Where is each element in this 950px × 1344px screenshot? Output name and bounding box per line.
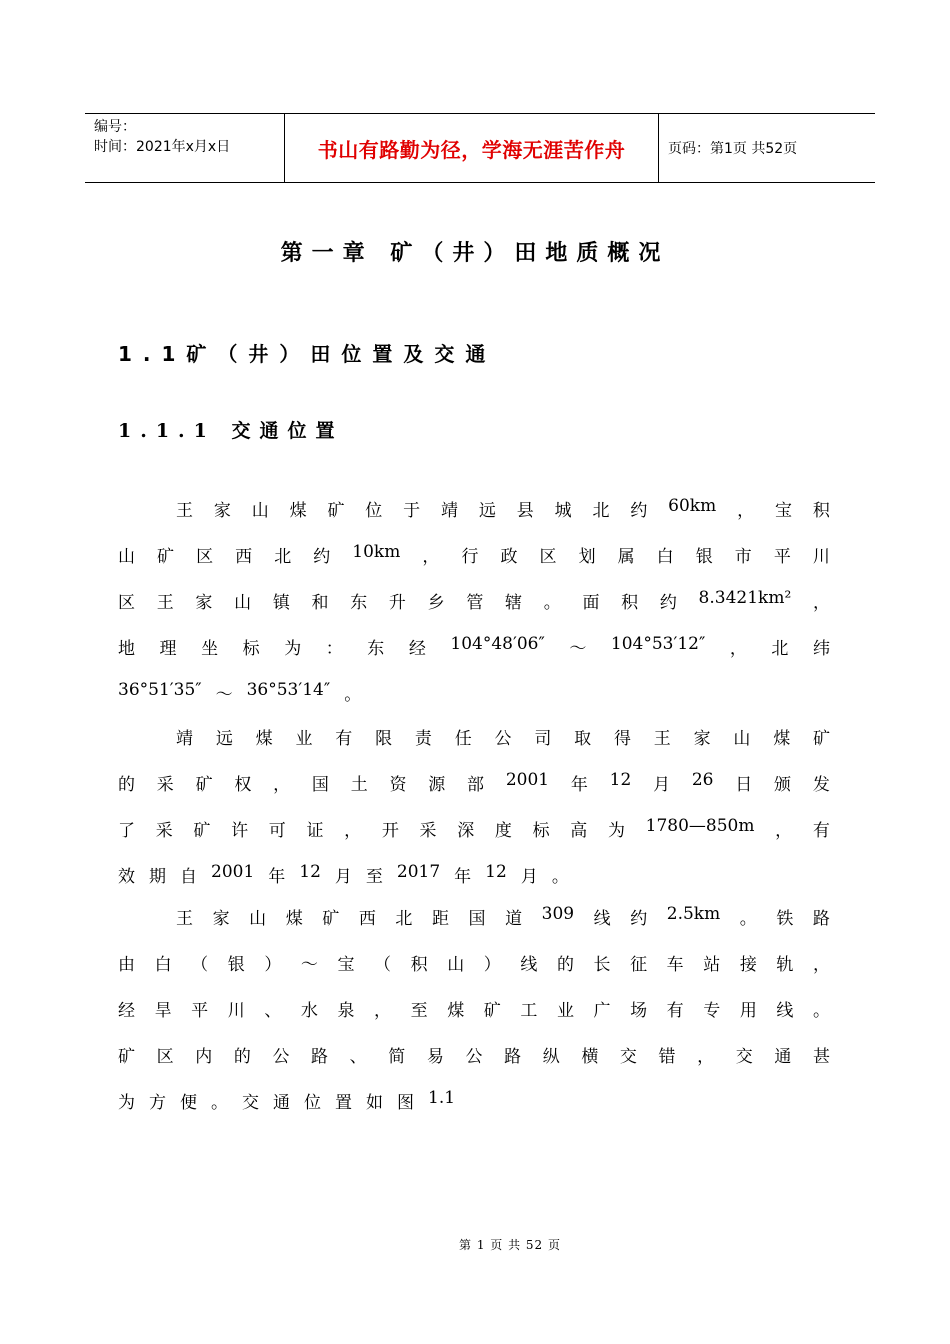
text-token: 许 <box>231 821 249 841</box>
text-token: 权 <box>234 775 252 795</box>
motto-text: 书山有路勤为径，学海无涯苦作舟 <box>317 137 626 162</box>
text-token: 内 <box>195 1047 213 1067</box>
header-motto-cell <box>285 114 659 182</box>
text-token: 辖 <box>505 593 523 613</box>
text-token: 的 <box>118 775 135 795</box>
text-token: 年 <box>570 775 588 795</box>
text-token: ） <box>483 955 501 975</box>
text-token: 月 <box>334 867 352 887</box>
text-token: 责 <box>414 729 432 749</box>
text-token: 取 <box>574 729 592 749</box>
text-token: 为 <box>118 1093 135 1113</box>
text-token: 10km <box>352 542 401 562</box>
text-token: 王 <box>653 729 671 749</box>
text-token: 矿 <box>327 501 345 521</box>
text-token: 和 <box>311 593 329 613</box>
text-token: 车 <box>666 955 684 975</box>
text-token: 位 <box>304 1093 321 1113</box>
text-token: 2001 <box>211 862 255 882</box>
text-token: 公 <box>494 729 512 749</box>
text-token: 自 <box>180 867 197 887</box>
subsection-heading: 1.1.1 交通位置 <box>118 420 344 442</box>
text-token: 平 <box>773 547 791 567</box>
text-token: 错 <box>658 1047 676 1067</box>
text-token: 1.1 <box>428 1088 456 1108</box>
text-token: 标 <box>242 639 260 659</box>
text-token: 区 <box>118 593 135 613</box>
text-token: ， <box>775 821 793 841</box>
text-token: 横 <box>581 1047 599 1067</box>
text-token: 坐 <box>201 639 219 659</box>
text-token: 山 <box>251 501 269 521</box>
text-token: 政 <box>500 547 518 567</box>
text-token: 。 <box>211 1093 228 1113</box>
text-token: 309 <box>541 904 575 924</box>
text-token: 积 <box>410 955 428 975</box>
text-token: ， <box>374 1001 392 1021</box>
text-token: 工 <box>520 1001 538 1021</box>
text-token: 县 <box>516 501 534 521</box>
text-token: 纵 <box>542 1047 560 1067</box>
text-token: 发 <box>812 775 830 795</box>
text-token: 36°51′35″ <box>118 680 202 700</box>
text-token: 。 <box>344 685 362 705</box>
text-token: 经 <box>408 639 426 659</box>
text-token: 业 <box>556 1001 574 1021</box>
text-token: 王 <box>156 593 174 613</box>
paragraph-line <box>118 588 830 613</box>
text-token: 土 <box>350 775 368 795</box>
text-token: 水 <box>300 1001 318 1021</box>
text-token: ～ <box>300 955 318 975</box>
text-token: 限 <box>375 729 393 749</box>
text-token: 公 <box>272 1047 290 1067</box>
paragraph-line <box>176 496 830 521</box>
text-token: 乡 <box>427 593 445 613</box>
text-token: （ <box>374 955 392 975</box>
text-token: 家 <box>212 909 230 929</box>
text-token: 交 <box>735 1047 753 1067</box>
paragraph-line <box>118 996 830 1021</box>
text-token: ， <box>812 955 830 975</box>
paragraph-line <box>118 542 830 567</box>
text-token: 可 <box>268 821 286 841</box>
text-token: 有 <box>335 729 353 749</box>
text-token: 约 <box>659 593 677 613</box>
text-token: 通 <box>273 1093 290 1113</box>
text-token: 。 <box>812 1001 830 1021</box>
text-token: 有 <box>812 821 830 841</box>
text-token: ， <box>273 775 291 795</box>
text-token: ， <box>729 639 747 659</box>
text-token: 的 <box>556 955 574 975</box>
text-token: 采 <box>156 775 174 795</box>
text-token: 通 <box>774 1047 792 1067</box>
text-token: 路 <box>812 909 830 929</box>
text-token: 8.3421km² <box>698 588 792 608</box>
text-token: 矿 <box>118 1047 135 1067</box>
text-token: 矿 <box>157 547 175 567</box>
text-token: 开 <box>381 821 399 841</box>
text-token: 矿 <box>193 821 211 841</box>
text-token: 12 <box>485 862 507 882</box>
text-token: 图 <box>397 1093 414 1113</box>
text-token: 场 <box>630 1001 648 1021</box>
paragraph-line <box>118 1042 830 1067</box>
text-token: 1780—850m <box>645 816 755 836</box>
text-token: 王 <box>176 501 193 521</box>
text-token: 便 <box>180 1093 197 1113</box>
paragraph-line <box>176 724 830 749</box>
text-token: 104°48′06″ <box>450 634 545 654</box>
text-token: 标 <box>532 821 550 841</box>
text-token: 靖 <box>176 729 193 749</box>
text-token: 泉 <box>337 1001 355 1021</box>
text-token: 交 <box>242 1093 259 1113</box>
text-token: 为 <box>284 639 302 659</box>
text-token: ， <box>697 1047 715 1067</box>
text-token: 面 <box>582 593 600 613</box>
text-token: 交 <box>619 1047 637 1067</box>
text-token: 2.5km <box>666 904 721 924</box>
text-token: 积 <box>621 593 639 613</box>
text-token: 远 <box>215 729 233 749</box>
text-token: 如 <box>366 1093 383 1113</box>
text-token: 高 <box>570 821 588 841</box>
text-token: 、 <box>349 1047 367 1067</box>
text-token: 业 <box>295 729 313 749</box>
text-token: 有 <box>666 1001 684 1021</box>
text-token: 效 <box>118 867 135 887</box>
text-token: 家 <box>693 729 711 749</box>
text-token: 颁 <box>774 775 792 795</box>
text-token: 得 <box>613 729 631 749</box>
text-token: 西 <box>235 547 253 567</box>
page-label: 页码：第1页 共52页 <box>668 141 798 157</box>
text-token: 国 <box>311 775 329 795</box>
paragraph-line <box>118 680 830 705</box>
text-token: 白 <box>656 547 674 567</box>
text-token: 源 <box>428 775 446 795</box>
paragraph-line <box>118 770 830 795</box>
text-token: 王 <box>176 909 193 929</box>
text-token: 煤 <box>285 909 303 929</box>
text-token: 置 <box>335 1093 352 1113</box>
text-token: 北 <box>274 547 292 567</box>
text-token: 纬 <box>812 639 830 659</box>
text-token: 接 <box>739 955 757 975</box>
text-token: 煤 <box>773 729 791 749</box>
text-token: 、 <box>264 1001 282 1021</box>
text-token: 地 <box>118 639 135 659</box>
text-token: 线 <box>593 909 611 929</box>
text-token: （ <box>191 955 209 975</box>
text-token: 城 <box>554 501 572 521</box>
text-token: 山 <box>118 547 135 567</box>
text-token: 线 <box>776 1001 794 1021</box>
text-token: 方 <box>149 1093 166 1113</box>
text-token: 煤 <box>255 729 273 749</box>
text-token: 线 <box>520 955 538 975</box>
text-token: 距 <box>431 909 449 929</box>
text-token: 管 <box>466 593 484 613</box>
text-token: 约 <box>313 547 331 567</box>
text-token: 矿 <box>195 775 213 795</box>
text-token: 属 <box>617 547 635 567</box>
text-token: 山 <box>733 729 751 749</box>
text-token: 北 <box>592 501 610 521</box>
paragraph-line <box>176 904 830 929</box>
text-token: 积 <box>812 501 830 521</box>
text-token: ， <box>737 501 755 521</box>
text-token: 矿 <box>483 1001 501 1021</box>
text-token: 60km <box>668 496 717 516</box>
text-token: 理 <box>159 639 177 659</box>
text-token: 证 <box>306 821 324 841</box>
text-token: 资 <box>389 775 407 795</box>
number-label: 编号： <box>94 119 136 135</box>
text-token: 专 <box>703 1001 721 1021</box>
text-token: 山 <box>249 909 267 929</box>
text-token: 104°53′12″ <box>610 634 706 654</box>
text-token: 经 <box>118 1001 135 1021</box>
text-token: 平 <box>191 1001 209 1021</box>
text-token: 简 <box>388 1047 406 1067</box>
text-token: 划 <box>578 547 596 567</box>
text-token: 市 <box>734 547 752 567</box>
paragraph-line <box>118 1088 830 1113</box>
text-token: 西 <box>358 909 376 929</box>
text-token: 长 <box>593 955 611 975</box>
text-token: 36°53′14″ <box>246 680 331 700</box>
text-token: 采 <box>155 821 173 841</box>
text-token: 靖 <box>441 501 459 521</box>
chapter-title: 第一章 矿（井）田地质概况 <box>280 241 670 266</box>
text-token: 采 <box>419 821 437 841</box>
text-token: 月 <box>653 775 671 795</box>
section-heading: 1.1矿（井）田位置及交通 <box>118 342 497 366</box>
text-token: ） <box>264 955 282 975</box>
text-token: ～ <box>569 639 587 659</box>
paragraph-line <box>118 950 830 975</box>
text-token: 川 <box>227 1001 245 1021</box>
paragraph-line <box>118 816 830 841</box>
text-token: 北 <box>771 639 789 659</box>
text-token: 煤 <box>447 1001 465 1021</box>
text-token: 2001 <box>505 770 550 790</box>
text-token: 12 <box>299 862 321 882</box>
text-token: 站 <box>703 955 721 975</box>
text-token: ， <box>344 821 362 841</box>
text-token: 白 <box>154 955 172 975</box>
text-token: 宝 <box>774 501 792 521</box>
text-token: 司 <box>534 729 552 749</box>
text-token: ， <box>812 593 830 613</box>
text-token: ～ <box>215 685 233 705</box>
text-token: 深 <box>457 821 475 841</box>
text-token: 区 <box>196 547 214 567</box>
text-token: 远 <box>478 501 496 521</box>
text-token: 镇 <box>272 593 290 613</box>
text-token: ： <box>325 639 343 659</box>
text-token: 至 <box>365 867 383 887</box>
text-token: 矿 <box>322 909 340 929</box>
text-token: 部 <box>467 775 485 795</box>
text-token: 山 <box>447 955 465 975</box>
text-token: 道 <box>505 909 523 929</box>
text-token: 期 <box>149 867 166 887</box>
paragraph-line <box>118 634 830 659</box>
text-token: 轨 <box>776 955 794 975</box>
text-token: 的 <box>233 1047 251 1067</box>
text-token: 。 <box>551 867 569 887</box>
text-token: 至 <box>410 1001 428 1021</box>
text-token: 银 <box>227 955 245 975</box>
text-token: 山 <box>234 593 252 613</box>
text-token: 12 <box>609 770 632 790</box>
header-meta <box>85 114 285 182</box>
text-token: 路 <box>311 1047 329 1067</box>
text-token: 26 <box>691 770 714 790</box>
text-token: 旱 <box>154 1001 172 1021</box>
text-token: 约 <box>630 909 648 929</box>
page-footer: 第 1 页 共 52 页 <box>459 1238 561 1252</box>
text-token: 年 <box>268 867 286 887</box>
text-token: 用 <box>739 1001 757 1021</box>
text-token: 银 <box>695 547 713 567</box>
text-token: 了 <box>118 821 135 841</box>
text-token: 升 <box>388 593 406 613</box>
text-token: 年 <box>454 867 472 887</box>
text-token: 易 <box>426 1047 444 1067</box>
text-token: 约 <box>630 501 648 521</box>
text-token: 国 <box>468 909 486 929</box>
text-token: 煤 <box>289 501 307 521</box>
text-token: ， <box>422 547 440 567</box>
header-page-cell <box>659 114 875 182</box>
text-token: 征 <box>630 955 648 975</box>
text-token: 东 <box>350 593 368 613</box>
text-token: 路 <box>504 1047 522 1067</box>
text-token: 。 <box>739 909 757 929</box>
time-label: 时间：2021年x月x日 <box>94 139 231 155</box>
text-token: 月 <box>520 867 538 887</box>
text-token: 矿 <box>813 729 830 749</box>
document-header <box>85 113 875 183</box>
text-token: 北 <box>395 909 413 929</box>
text-token: 东 <box>367 639 385 659</box>
text-token: 日 <box>735 775 753 795</box>
text-token: 公 <box>465 1047 483 1067</box>
text-token: 度 <box>494 821 512 841</box>
text-token: 。 <box>543 593 561 613</box>
text-token: 行 <box>461 547 479 567</box>
text-token: 广 <box>593 1001 611 1021</box>
text-token: 铁 <box>776 909 794 929</box>
text-token: 于 <box>403 501 421 521</box>
text-token: 甚 <box>812 1047 830 1067</box>
paragraph-line <box>118 862 830 887</box>
text-token: 区 <box>156 1047 174 1067</box>
text-token: 2017 <box>396 862 441 882</box>
text-token: 为 <box>607 821 625 841</box>
text-token: 宝 <box>337 955 355 975</box>
text-token: 川 <box>812 547 830 567</box>
text-token: 任 <box>454 729 472 749</box>
text-token: 区 <box>539 547 557 567</box>
text-token: 家 <box>195 593 213 613</box>
text-token: 由 <box>118 955 135 975</box>
text-token: 位 <box>365 501 383 521</box>
text-token: 家 <box>213 501 231 521</box>
